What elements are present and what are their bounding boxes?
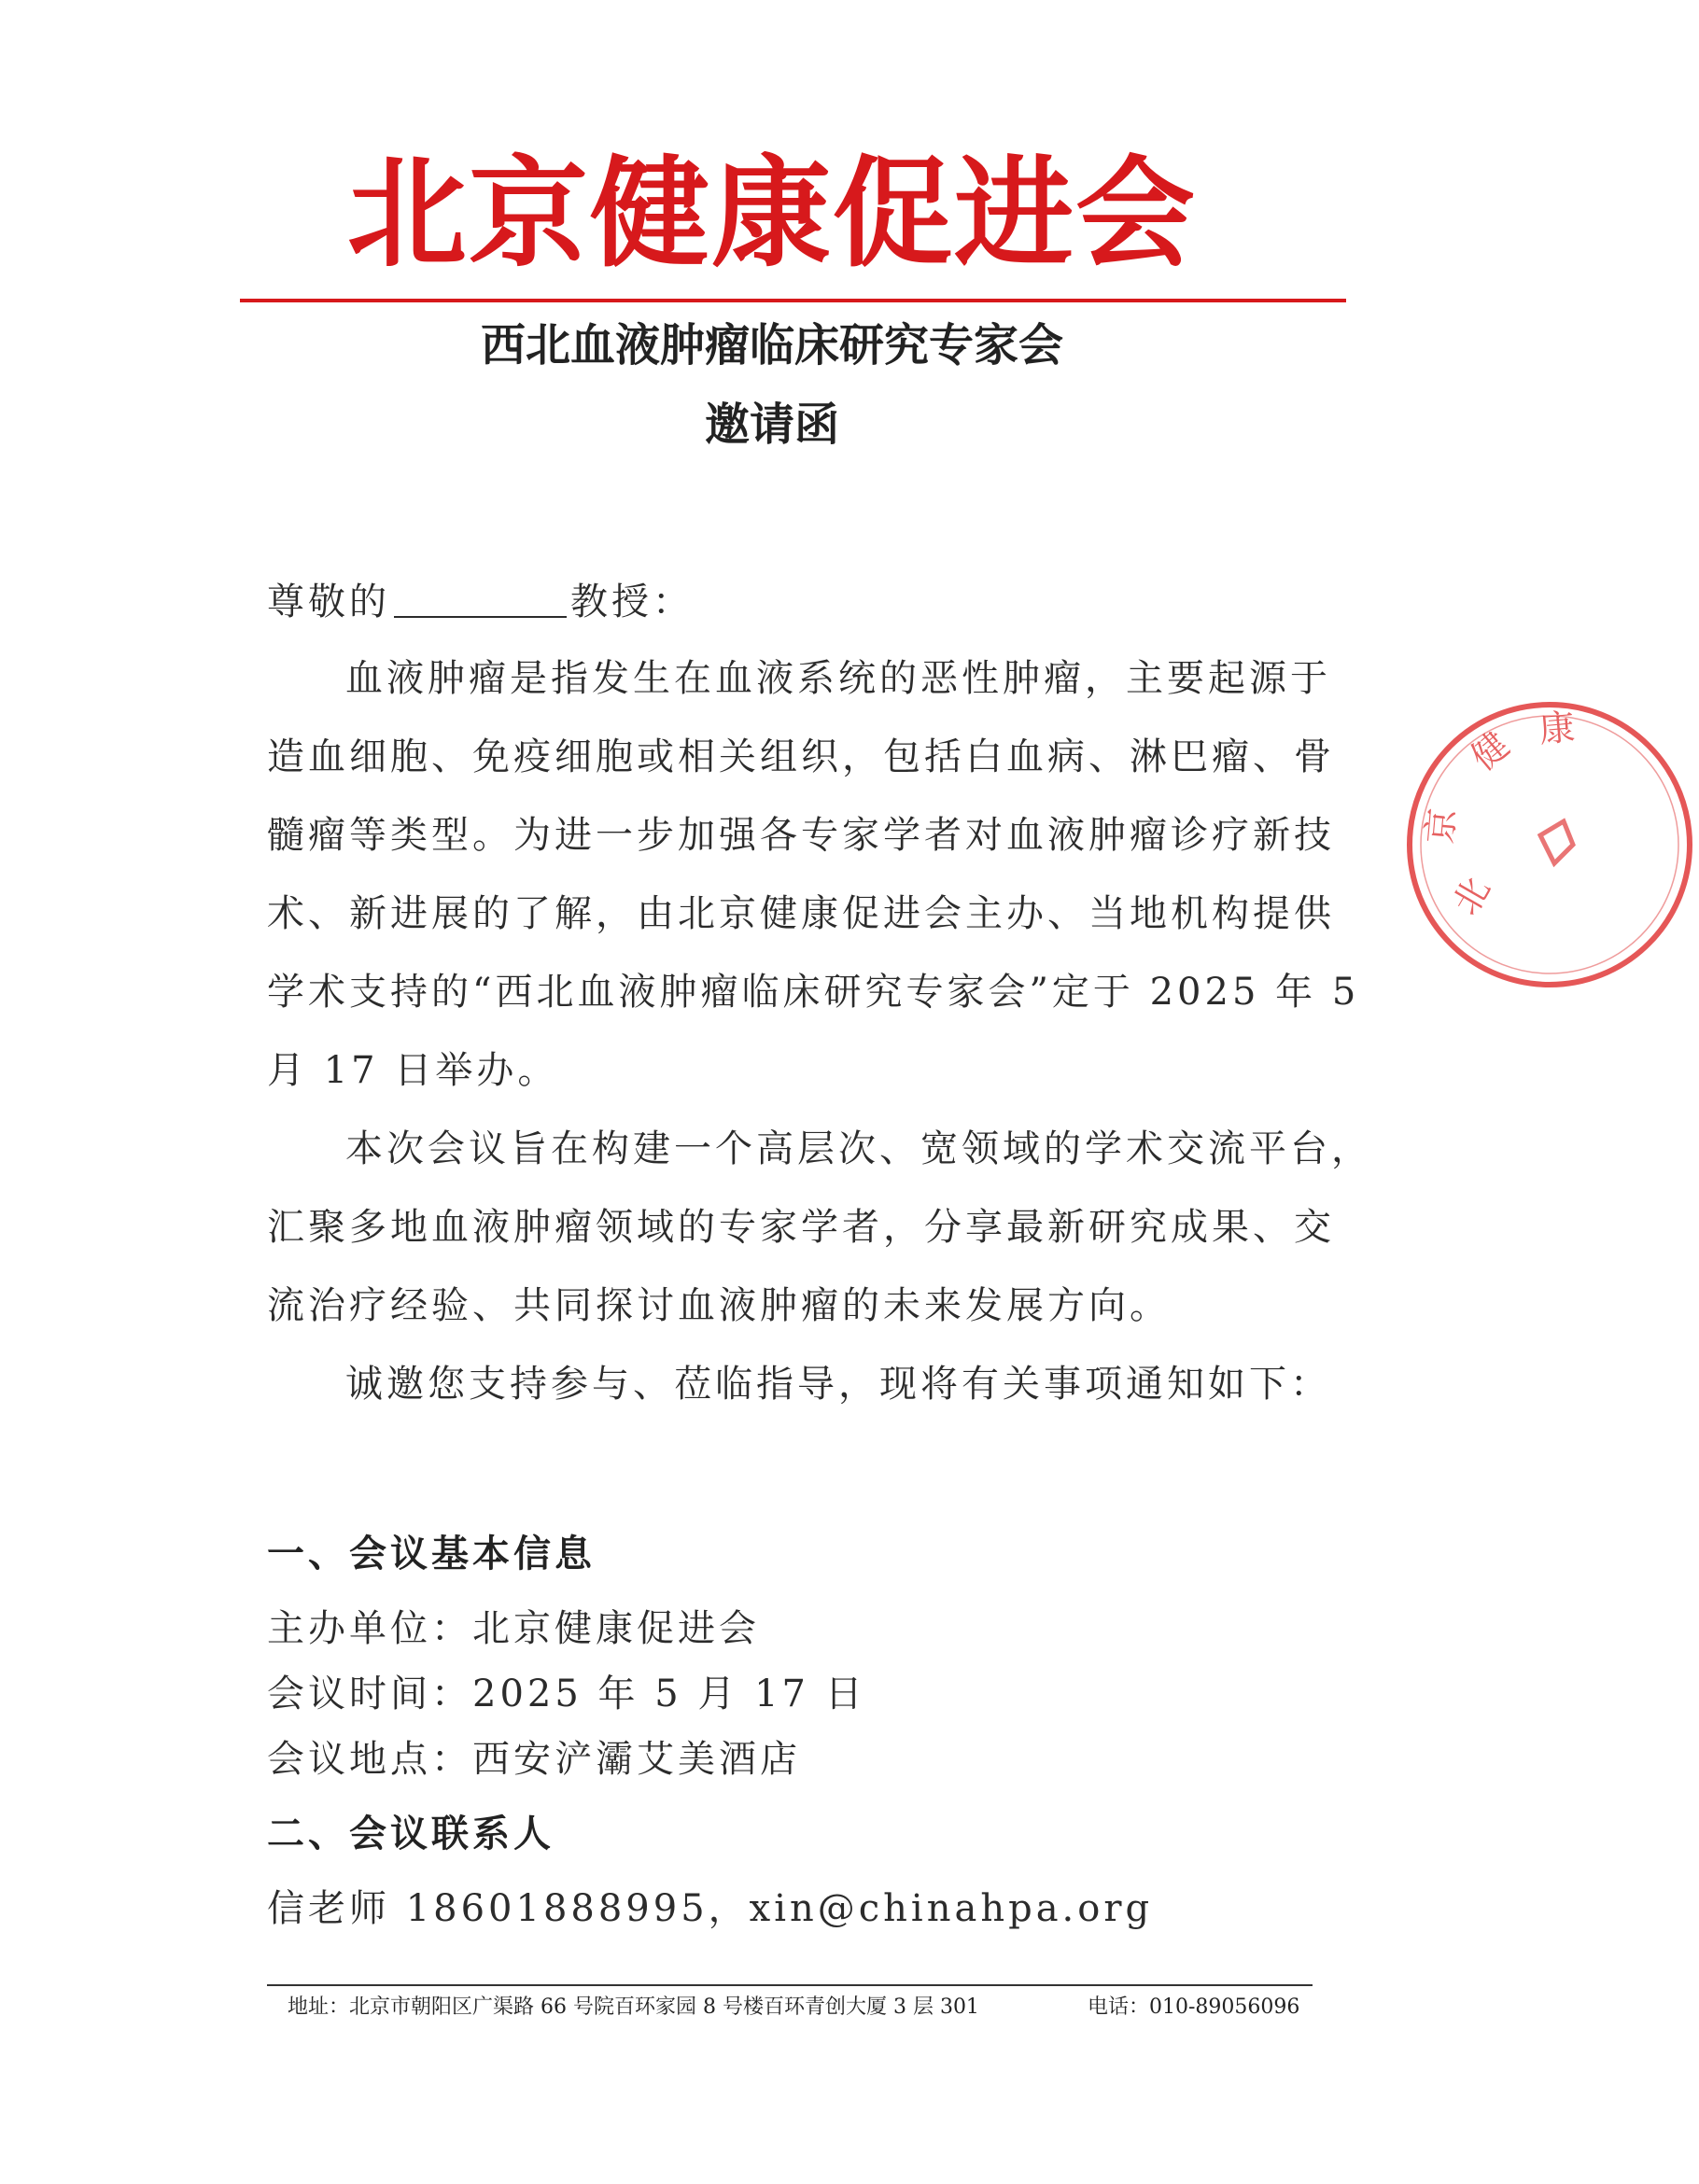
salutation-suffix: 教授：	[570, 581, 694, 623]
document-type: 邀请函	[704, 399, 839, 451]
seal-star-icon	[1540, 821, 1573, 863]
salutation-prefix: 尊敬的	[267, 581, 390, 623]
paragraph-line: 流治疗经验、共同探讨血液肿瘤的未来发展方向。	[267, 1284, 1171, 1327]
paragraph-line: 髓瘤等类型。为进一步加强各专家学者对血液肿瘤诊疗新技	[267, 814, 1335, 857]
section-heading-basic-info: 一、会议基本信息	[267, 1533, 596, 1575]
host-organization: 主办单位：北京健康促进会	[267, 1607, 760, 1650]
meeting-venue: 会议地点：西安浐灞艾美酒店	[267, 1738, 801, 1781]
section-heading-contact: 二、会议联系人	[267, 1813, 555, 1855]
paragraph-line: 血液肿瘤是指发生在血液系统的恶性肿瘤，主要起源于	[345, 657, 1331, 700]
footer-divider	[267, 1984, 1313, 1986]
paragraph-line: 学术支持的“西北血液肿瘤临床研究专家会”定于 2025 年 5	[267, 971, 1360, 1014]
meeting-title: 西北血液肿瘤临床研究专家会	[480, 319, 1063, 371]
letterhead-organization: 北京健康促进会	[346, 145, 1197, 284]
paragraph-line: 汇聚多地血液肿瘤领域的专家学者，分享最新研究成果、交	[267, 1206, 1335, 1249]
paragraph-line: 月 17 日举办。	[267, 1049, 559, 1092]
contact-info: 信老师 18601888995，xin@chinahpa.org	[267, 1887, 1154, 1930]
official-seal-icon	[1400, 695, 1699, 994]
seal-char: 康	[1537, 706, 1577, 750]
meeting-time: 会议时间：2025 年 5 月 17 日	[267, 1673, 866, 1715]
letterhead-divider	[240, 299, 1346, 302]
paragraph-line: 本次会议旨在构建一个高层次、宽领域的学术交流平台，	[345, 1127, 1372, 1170]
salutation	[267, 579, 694, 625]
footer-phone: 电话：010-89056096	[1088, 1995, 1300, 2019]
paragraph-line: 诚邀您支持参与、莅临指导，现将有关事项通知如下：	[345, 1363, 1331, 1406]
seal-char: 北	[1444, 870, 1498, 922]
footer-address: 地址：北京市朝阳区广渠路 66 号院百环家园 8 号楼百环青创大厦 3 层 301	[288, 1995, 979, 2019]
seal-char: 健	[1463, 723, 1517, 778]
seal-char: 京	[1419, 806, 1464, 846]
paragraph-line: 术、新进展的了解，由北京健康促进会主办、当地机构提供	[267, 892, 1335, 935]
paragraph-line: 造血细胞、免疫细胞或相关组织，包括白血病、淋巴瘤、骨	[267, 735, 1335, 778]
name-blank	[394, 581, 567, 618]
